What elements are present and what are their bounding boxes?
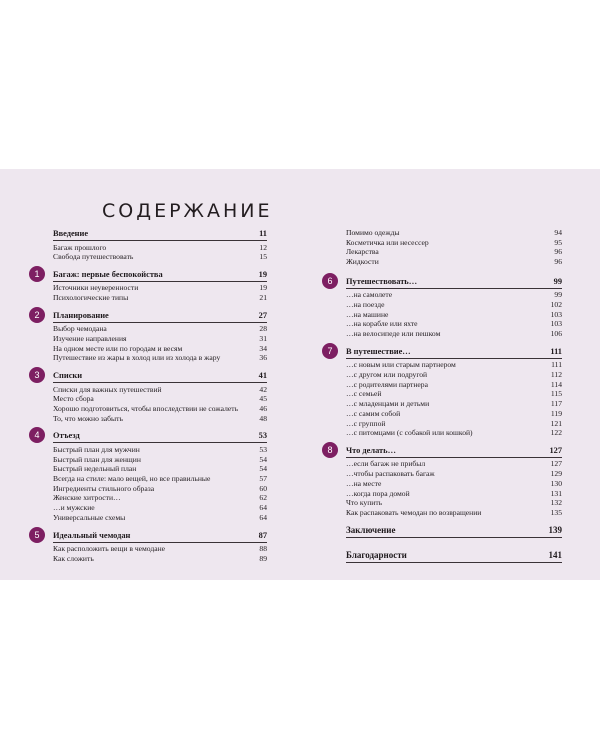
toc-entry [346, 508, 562, 518]
toc-entry-page-number: 102 [550, 300, 562, 310]
toc-chapter [34, 309, 267, 363]
toc-entry-label: Свобода путешествовать [53, 252, 134, 262]
toc-chapter [327, 444, 562, 518]
toc-entry-label: Место сбора [53, 394, 94, 404]
chapter-heading [53, 310, 267, 321]
toc-entry [53, 445, 267, 455]
toc-entry [53, 324, 267, 334]
toc-entry [346, 290, 562, 300]
toc-chapter [327, 345, 562, 438]
toc-entry-label: Универсальные схемы [53, 512, 126, 522]
chapter-heading-label: Багаж: первые беспокойства [53, 269, 163, 279]
toc-entry-page-number: 60 [259, 483, 267, 493]
toc-entry [53, 464, 267, 474]
toc-entry-label: …на самолете [346, 290, 393, 300]
toc-entry [53, 474, 267, 484]
chapter-heading-page-number: 111 [550, 346, 562, 356]
toc-entry-page-number: 89 [259, 553, 267, 563]
toc-entry-label: …если багаж не прибыл [346, 459, 426, 469]
chapter-heading-label: Что делать… [346, 445, 396, 455]
heading-rule [346, 562, 562, 563]
toc-entry [346, 319, 562, 329]
toc-entry-page-number: 94 [554, 228, 562, 237]
toc-entry [346, 247, 562, 257]
toc-entry-label: Путешествие из жары в холод или из холода в жару [53, 353, 221, 363]
toc-entry-label: Как распаковать чемодан по возвращении [346, 507, 482, 517]
toc-entry-page-number: 28 [259, 324, 267, 334]
chapter-heading-page-number: 127 [549, 445, 562, 455]
heading-rule [53, 322, 267, 323]
chapter-heading-label: Введение [53, 229, 89, 238]
toc-entry-page-number: 103 [550, 309, 562, 319]
toc-chapter [53, 228, 267, 262]
chapter-number-badge: 5 [29, 527, 45, 543]
toc-entry [53, 513, 267, 523]
chapter-heading [346, 276, 562, 287]
toc-entry-label: Ингредиенты стильного образа [53, 483, 155, 493]
chapter-heading-page-number: 141 [548, 549, 562, 560]
toc-chapter [34, 430, 267, 522]
toc-entry-label: На одном месте или по городам и весям [53, 343, 183, 353]
toc-entry-page-number: 45 [259, 394, 267, 404]
toc-entry-page-number: 31 [259, 334, 267, 344]
toc-entry-page-number: 54 [259, 464, 267, 474]
toc-entry [53, 283, 267, 293]
toc-entry-page-number: 122 [550, 428, 562, 438]
chapter-heading-page-number: 41 [258, 371, 267, 381]
toc-entry-label: …на месте [346, 478, 382, 488]
toc-entry [53, 484, 267, 494]
toc-entry-page-number: 99 [554, 290, 562, 300]
toc-entry-label: Что купить [346, 498, 383, 508]
toc-entry-label: Косметичка или несессер [346, 237, 429, 247]
toc-entry-page-number: 96 [554, 247, 562, 257]
toc-entry-label: Всегда на стиле: мало вещей, но все правильные [53, 474, 211, 484]
heading-rule [346, 288, 562, 289]
chapter-heading-page-number: 139 [548, 524, 562, 535]
toc-entry-label: …с самим собой [346, 408, 401, 418]
heading-rule [53, 382, 267, 383]
chapter-heading-label: Списки [53, 371, 83, 381]
toc-entry-label: …с новым или старым партнером [346, 360, 456, 370]
chapter-heading-label: Планирование [53, 310, 109, 320]
toc-entry [53, 353, 267, 363]
toc-chapter [346, 550, 562, 563]
toc-entry [346, 238, 562, 248]
toc-chapter [34, 370, 267, 423]
toc-entry-page-number: 42 [259, 384, 267, 394]
toc-entry [53, 544, 267, 554]
toc-entry [346, 389, 562, 399]
chapter-number-badge: 8 [322, 442, 338, 458]
toc-entry [346, 399, 562, 409]
chapter-heading-page-number: 11 [259, 229, 267, 238]
heading-rule [53, 240, 267, 241]
toc-entry-label: …с младенцами и детьми [346, 399, 430, 409]
toc-entry [53, 334, 267, 344]
chapter-number-badge: 7 [322, 343, 338, 359]
toc-entry-page-number: 106 [550, 329, 562, 339]
chapter-heading-label: Отъезд [53, 431, 80, 441]
toc-chapter [34, 529, 267, 564]
heading-rule [346, 537, 562, 538]
toc-entry-label: …когда пора домой [346, 488, 410, 498]
toc-entry-label: …с другом или подругой [346, 370, 428, 380]
toc-entry [346, 360, 562, 370]
toc-entry [53, 455, 267, 465]
toc-entry [53, 243, 267, 253]
toc-entry [346, 329, 562, 339]
chapter-heading-label: Идеальный чемодан [53, 530, 131, 540]
toc-entry [346, 310, 562, 320]
chapter-heading [53, 530, 267, 541]
toc-entry-page-number: 62 [259, 493, 267, 503]
toc-entry-label: Как расположить вещи в чемодане [53, 544, 166, 554]
chapter-heading-page-number: 19 [258, 269, 267, 279]
toc-entry-label: Хорошо подготовиться, чтобы впоследствии не сожалеть [53, 404, 239, 414]
toc-entry-page-number: 129 [550, 469, 562, 479]
toc-entry-label: Изучение направления [53, 334, 127, 344]
toc-entry-label: …на велосипеде или пешком [346, 329, 441, 339]
toc-right-column [327, 228, 562, 575]
toc-entry [346, 459, 562, 469]
toc-entry-page-number: 15 [259, 252, 267, 262]
toc-entry [346, 380, 562, 390]
toc-entry-page-number: 114 [550, 379, 562, 389]
toc-entry-label: Жидкости [346, 257, 379, 267]
toc-continued-items [346, 228, 562, 267]
toc-entry-page-number: 135 [550, 507, 562, 517]
chapter-number-badge: 3 [29, 367, 45, 383]
chapter-heading [53, 269, 267, 280]
toc-entry [346, 479, 562, 489]
toc-entry [53, 503, 267, 513]
toc-entry-page-number: 34 [259, 343, 267, 353]
toc-entry-page-number: 103 [550, 319, 562, 329]
toc-entry-page-number: 121 [550, 418, 562, 428]
chapter-heading-label: Благодарности [346, 549, 407, 560]
toc-entry-label: Как сложить [53, 553, 94, 563]
toc-entry [346, 409, 562, 419]
toc-entry-label: Выбор чемодана [53, 324, 107, 334]
toc-entry-page-number: 96 [554, 257, 562, 267]
toc-entry-page-number: 112 [550, 370, 562, 380]
toc-entry-label: То, что можно забыть [53, 413, 123, 423]
toc-entry [53, 252, 267, 262]
toc-entry-page-number: 130 [550, 478, 562, 488]
toc-entry-page-number: 127 [550, 459, 562, 469]
chapter-heading-page-number: 87 [258, 530, 267, 540]
chapter-number-badge: 2 [29, 307, 45, 323]
toc-entry-page-number: 46 [259, 404, 267, 414]
toc-entry [346, 469, 562, 479]
toc-entry [346, 419, 562, 429]
toc-entry [53, 385, 267, 395]
toc-entry-page-number: 117 [550, 399, 562, 409]
chapter-heading-label: В путешествие… [346, 346, 411, 356]
toc-entry [346, 489, 562, 499]
toc-entry-page-number: 115 [550, 389, 562, 399]
toc-entry [346, 498, 562, 508]
heading-rule [53, 542, 267, 543]
toc-entry-label: …с питомцами (с собакой или кошкой) [346, 428, 473, 438]
toc-entry-page-number: 57 [259, 474, 267, 484]
toc-chapter [34, 268, 267, 303]
toc-entry-label: Багаж прошлого [53, 242, 107, 252]
toc-chapter [346, 525, 562, 538]
toc-entry-label: …на корабле или яхте [346, 319, 418, 329]
chapter-heading-label: Заключение [346, 524, 396, 535]
toc-entry-page-number: 111 [551, 360, 562, 370]
chapter-heading [346, 445, 562, 456]
toc-entry-page-number: 54 [259, 454, 267, 464]
toc-entry-label: …с группой [346, 418, 386, 428]
toc-entry-label: Списки для важных путешествий [53, 384, 162, 394]
toc-entry-page-number: 131 [550, 488, 562, 498]
toc-entry-page-number: 12 [259, 242, 267, 252]
chapter-heading [346, 346, 562, 357]
toc-entry [346, 428, 562, 438]
toc-entry-label: …чтобы распаковать багаж [346, 469, 435, 479]
toc-entry-label: …на машине [346, 309, 389, 319]
chapter-heading-page-number: 27 [258, 310, 267, 320]
chapter-heading [53, 370, 267, 381]
toc-entry-label: …на поезде [346, 300, 385, 310]
toc-chapter [327, 275, 562, 339]
toc-entry-label: …и мужские [53, 503, 95, 513]
toc-entry-page-number: 95 [554, 237, 562, 247]
chapter-heading-page-number: 99 [553, 276, 562, 286]
toc-entry-page-number: 36 [259, 353, 267, 363]
toc-entry-page-number: 48 [259, 413, 267, 423]
toc-entry-page-number: 119 [550, 408, 562, 418]
page-title: СОДЕРЖАНИЕ [102, 200, 273, 222]
toc-entry-page-number: 53 [259, 444, 267, 454]
chapter-heading [346, 550, 562, 561]
chapter-heading [53, 430, 267, 441]
toc-entry [53, 344, 267, 354]
toc-entry-page-number: 132 [550, 498, 562, 508]
chapter-number-badge: 4 [29, 427, 45, 443]
toc-entry-label: Источники неуверенности [53, 283, 139, 293]
toc-entry [53, 293, 267, 303]
toc-entry-page-number: 64 [259, 503, 267, 513]
toc-entry-label: Помимо одежды [346, 228, 400, 237]
toc-entry-label: Быстрый недельный план [53, 464, 137, 474]
chapter-heading [53, 228, 267, 239]
heading-rule [346, 358, 562, 359]
chapter-number-badge: 6 [322, 273, 338, 289]
toc-entry-label: …с родителями партнера [346, 379, 428, 389]
toc-entry [346, 228, 562, 238]
toc-entry-label: Быстрый план для женщин [53, 454, 141, 464]
chapter-heading-page-number: 53 [258, 431, 267, 441]
toc-entry-page-number: 64 [259, 512, 267, 522]
chapter-number-badge: 1 [29, 266, 45, 282]
chapter-heading-label: Путешествовать… [346, 276, 418, 286]
heading-rule [346, 457, 562, 458]
toc-entry [53, 414, 267, 424]
heading-rule [53, 281, 267, 282]
toc-entry-page-number: 21 [259, 293, 267, 303]
toc-entry [53, 404, 267, 414]
chapter-heading [346, 525, 562, 536]
toc-entry-label: Женские хитрости… [53, 493, 121, 503]
toc-entry-page-number: 19 [259, 283, 267, 293]
toc-entry-label: …с семьей [346, 389, 382, 399]
toc-entry [53, 554, 267, 564]
toc-entry [53, 394, 267, 404]
toc-entry [53, 493, 267, 503]
toc-entry [346, 300, 562, 310]
toc-entry [346, 257, 562, 267]
heading-rule [53, 442, 267, 443]
toc-entry-label: Быстрый план для мужчин [53, 444, 140, 454]
toc-entry-label: Психологические типы [53, 293, 129, 303]
toc-entry-page-number: 88 [259, 544, 267, 554]
toc-entry [346, 370, 562, 380]
toc-left-column [34, 228, 267, 570]
toc-entry-label: Лекарства [346, 247, 379, 257]
